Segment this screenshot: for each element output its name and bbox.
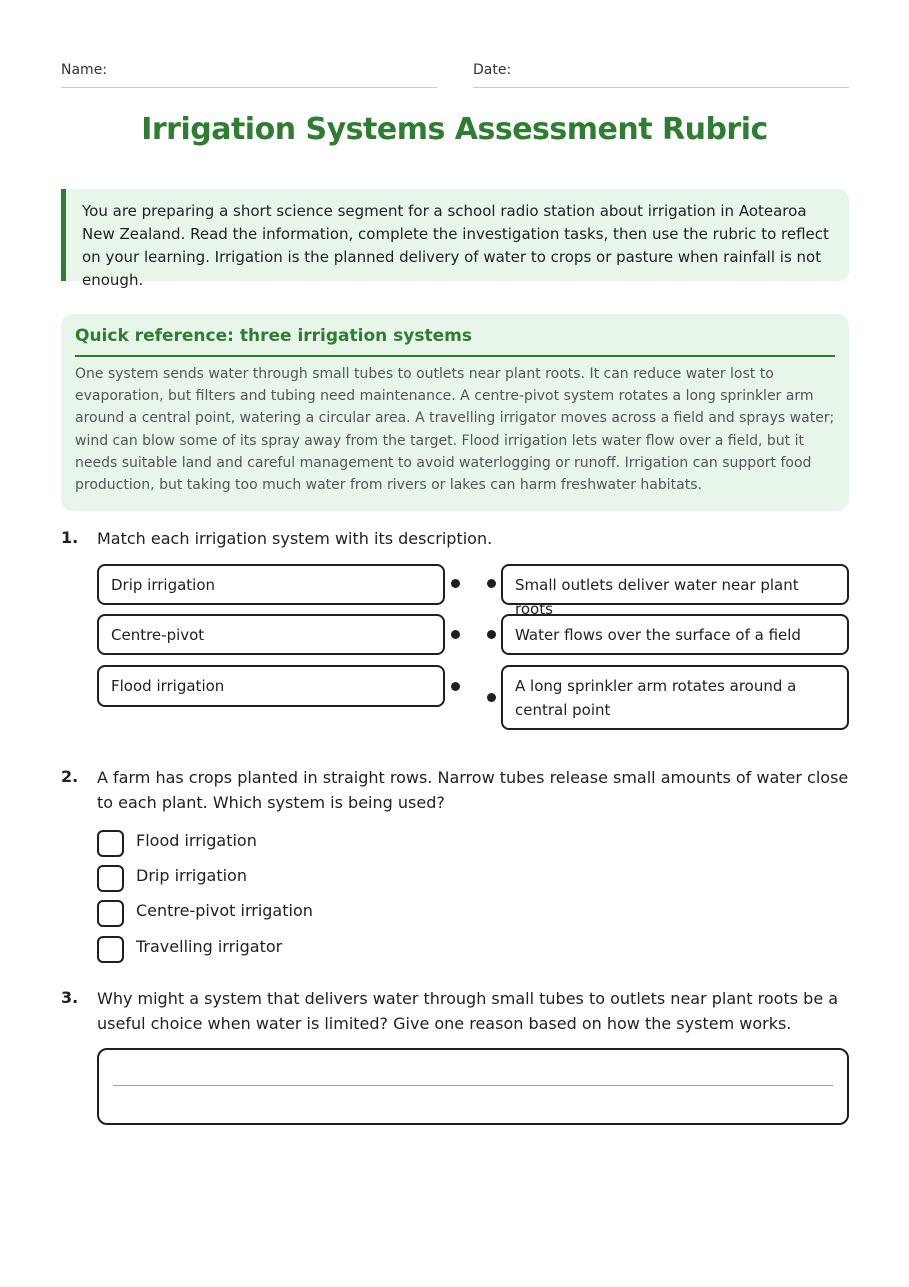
- intro-callout: You are preparing a short science segment for a school radio station about irrigation in Aotearoa New Zealand. Read the information, complete the investigation tasks, then use the rubric to reflect on your learning. Irrigation is the planned delivery of water to crops or pasture when rainfall is not enough.: [61, 189, 849, 281]
- option-label: Centre-pivot irrigation: [136, 901, 313, 920]
- question-2-text: A farm has crops planted in straight rows. Narrow tubes release small amounts of water close to each plant. Which system is being used?: [97, 768, 849, 812]
- reference-body: One system sends water through small tubes to outlets near plant roots. It can reduce water lost to evaporation, but filters and tubing need maintenance. A centre-pivot system rotates a long sprinkler arm around a central point, watering a circular area. A travelling irrigator moves across a field and sprays water; wind can blow some of its spray away from the target. Flood irrigation lets water flow over a field, but it needs suitable land and careful management to avoid waterlogging or runoff. Irrigation can support food production, but taking too much water from rivers or lakes can harm freshwater habitats.: [75, 366, 835, 494]
- match-right-dot[interactable]: [487, 579, 496, 588]
- checkbox[interactable]: [97, 865, 124, 892]
- option-label: Flood irrigation: [136, 831, 257, 850]
- match-left-dot[interactable]: [451, 630, 460, 639]
- page-title: Irrigation Systems Assessment Rubric: [141, 112, 768, 147]
- name-label: Name:: [61, 62, 108, 78]
- match-left-centre-pivot[interactable]: [97, 614, 445, 655]
- match-left-dot[interactable]: [451, 579, 460, 588]
- name-field[interactable]: [61, 60, 437, 88]
- match-left-label: Centre-pivot: [111, 626, 205, 644]
- match-right-dot[interactable]: [487, 630, 496, 639]
- checkbox[interactable]: [97, 900, 124, 927]
- option-label: Travelling irrigator: [136, 937, 283, 956]
- match-right-label: Water flows over the surface of a field: [515, 626, 801, 644]
- question-1-text: Match each irrigation system with its description.: [97, 529, 493, 548]
- answer-line: [113, 1085, 833, 1086]
- match-left-label: Drip irrigation: [111, 576, 216, 594]
- name-date-row: [61, 60, 849, 88]
- checkbox[interactable]: [97, 830, 124, 857]
- match-left-dot[interactable]: [451, 682, 460, 691]
- match-right-sprinkler-arm[interactable]: [501, 665, 849, 730]
- question-1-number: 1.: [61, 528, 79, 547]
- match-left-label: Flood irrigation: [111, 677, 225, 695]
- match-left-drip[interactable]: [97, 564, 445, 605]
- match-right-surface-flow[interactable]: [501, 614, 849, 655]
- question-3-text: Why might a system that delivers water through small tubes to outlets near plant roots be a useful choice when water is limited? Give one reason based on how the system works.: [97, 989, 839, 1033]
- match-left-flood[interactable]: [97, 665, 445, 707]
- answer-box[interactable]: [97, 1048, 849, 1125]
- question-3-number: 3.: [61, 988, 79, 1007]
- question-2-number: 2.: [61, 767, 79, 786]
- date-label: Date:: [473, 62, 512, 78]
- reference-title: Quick reference: three irrigation systems: [75, 326, 835, 357]
- match-right-label: Small outlets deliver water near plant roots: [515, 576, 799, 618]
- match-right-label: A long sprinkler arm rotates around a central point: [515, 677, 797, 719]
- date-field[interactable]: [473, 60, 849, 88]
- match-right-outlets[interactable]: [501, 564, 849, 618]
- checkbox[interactable]: [97, 936, 124, 963]
- match-right-dot[interactable]: [487, 693, 496, 702]
- option-label: Drip irrigation: [136, 866, 247, 885]
- quick-reference-box: [61, 314, 849, 511]
